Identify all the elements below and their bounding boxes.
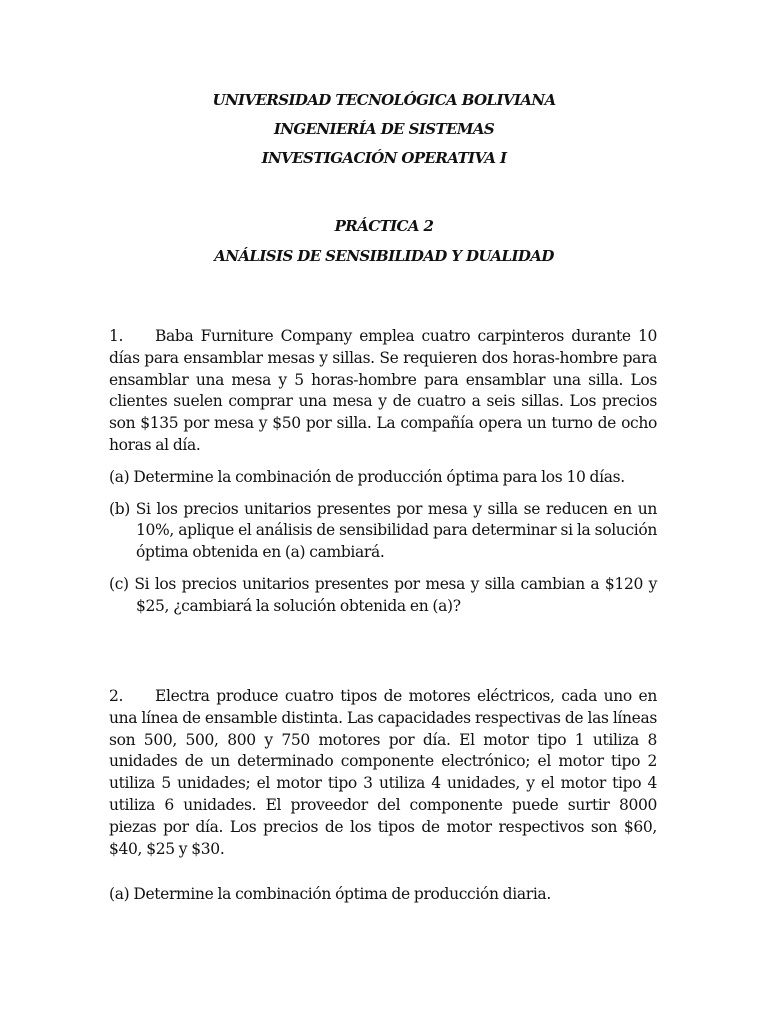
practice-subtitle: ANÁLISIS DE SENSIBILIDAD Y DUALIDAD bbox=[214, 247, 554, 265]
practice-title: PRÁCTICA 2 bbox=[334, 217, 434, 235]
document-header bbox=[0, 86, 768, 173]
course-name: INVESTIGACIÓN OPERATIVA I bbox=[261, 149, 507, 167]
problem-2-text: Electra produce cuatro tipos de motores eléctricos, cada uno en una línea de ensamble distinta. Las capacidades respectivas de las líneas son 500, 500, 800 y 750 motores por día. El motor tipo 1 utiliza 8 unidades de un determinado componente electrónico; el motor tipo 2 utiliza 5 unidades; el motor tipo 3 utiliza 4 unidades, y el motor tipo 4 utiliza 6 unidades. El proveedor del componente puede surtir 8000 piezas por día. Los precios de los tipos de motor respectivos son $60, $40, $25 y $30. bbox=[109, 687, 657, 858]
problem-1 bbox=[109, 326, 657, 618]
problem-1-item-a: (a) Determine la combinación de producción óptima para los 10 días. bbox=[109, 467, 625, 486]
problem-1-item-b: (b) Si los precios unitarios presentes por mesa y silla se reducen en un 10%, aplique el análisis de sensibilidad para determinar si la solución óptima obtenida en (a) cambiará. bbox=[109, 499, 657, 562]
practice-heading bbox=[0, 211, 768, 271]
problem-1-text: Baba Furniture Company emplea cuatro carpinteros durante 10 días para ensamblar mesas y sillas. Se requieren dos horas-hombre para ensamblar una mesa y 5 horas-hombre para ensamblar una silla. Los clientes suelen comprar una mesa y de cuatro a seis sillas. Los precios son $135 por mesa y $50 por silla. La compañía opera un turno de ocho horas al día. bbox=[109, 327, 657, 454]
problem-2-item-a: (a) Determine la combinación óptima de producción diaria. bbox=[109, 885, 551, 904]
university-name: UNIVERSIDAD TECNOLÓGICA BOLIVIANA bbox=[212, 91, 556, 109]
problem-1-number: 1. bbox=[109, 327, 124, 345]
problem-2 bbox=[109, 686, 657, 906]
problem-2-number: 2. bbox=[109, 687, 124, 705]
problem-2-statement bbox=[109, 686, 657, 860]
problem-1-item-c: (c) Si los precios unitarios presentes por mesa y silla cambian a $120 y $25, ¿cambiará la solución obtenida en (a)? bbox=[109, 574, 657, 615]
program-name: INGENIERÍA DE SISTEMAS bbox=[273, 120, 495, 138]
problem-1-statement bbox=[109, 326, 657, 457]
